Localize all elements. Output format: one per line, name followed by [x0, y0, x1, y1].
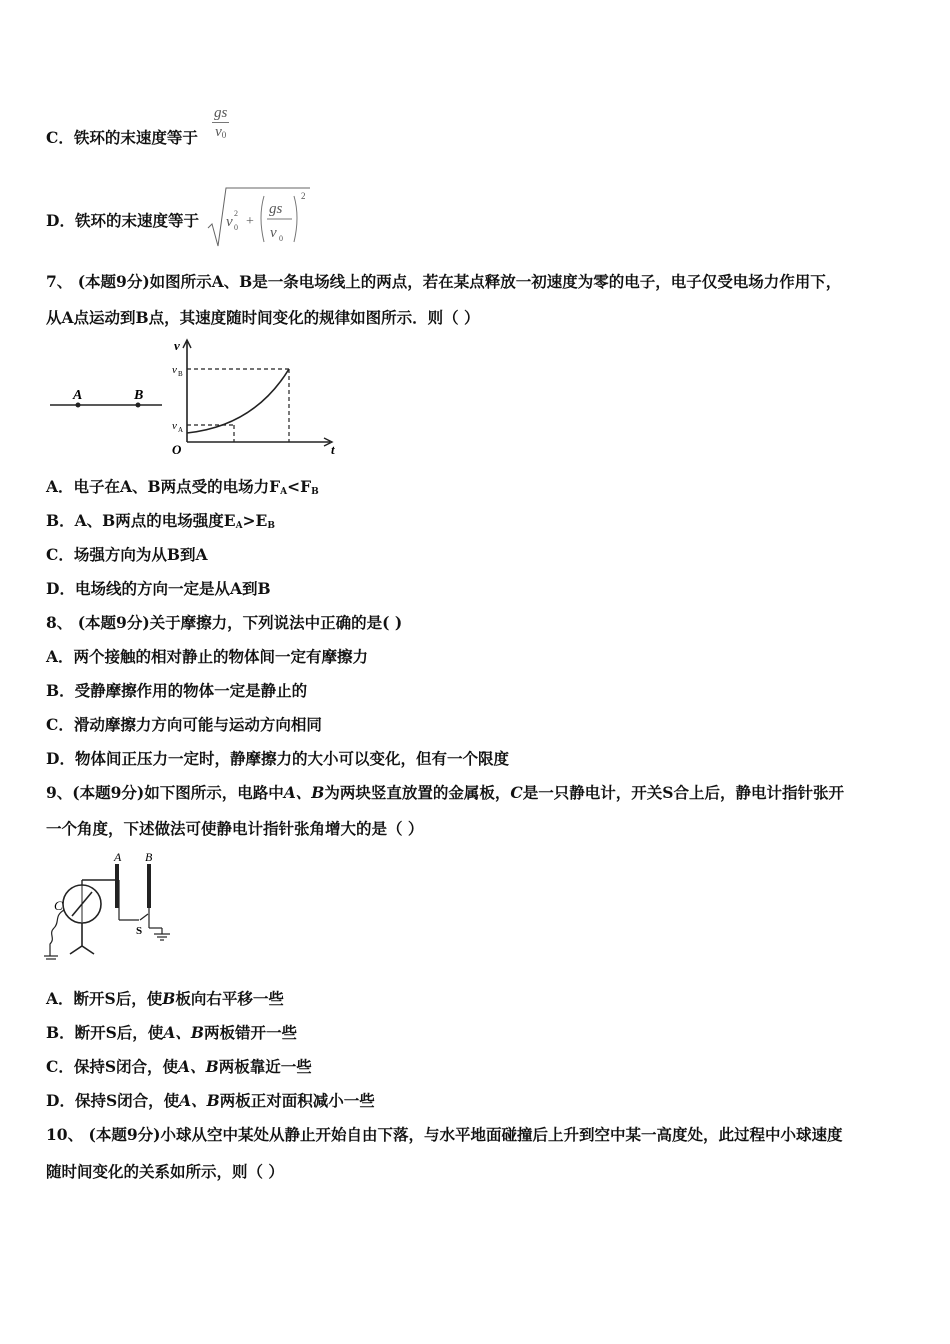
option-post: 两板错开一些	[203, 1023, 297, 1042]
sub-a: A	[280, 487, 288, 497]
point-b-label: B	[134, 388, 144, 403]
option-text: 两个接触的相对静止的物体间一定有摩擦力	[73, 647, 369, 666]
option-post: 板向右平移一些	[175, 989, 284, 1008]
option-pre: 断开S后，使	[73, 989, 163, 1008]
option-pre: 保持S闭合，使	[74, 1091, 180, 1110]
formula-plus: +	[246, 214, 254, 229]
option-label: A．	[46, 477, 74, 496]
q9-option-d	[46, 1091, 375, 1111]
option-text: 铁环的末速度等于	[74, 211, 199, 230]
den-sub: 0	[221, 130, 227, 140]
option-mid: >E	[242, 511, 268, 530]
formula-square: 2	[301, 191, 306, 201]
question-text-b: 为两块竖直放置的金属板，	[324, 783, 511, 802]
question-number: 9、	[46, 783, 73, 802]
option-text: 电子在A、B两点受的电场力F	[73, 477, 281, 496]
option-text: 场强方向为从B到A	[73, 545, 208, 564]
q6-c-fraction	[212, 104, 229, 144]
q7-stem-line2: 从A点运动到B点，其速度随时间变化的规律如图所示．则（ ）	[46, 308, 480, 327]
q6-d-sqrt-formula	[206, 184, 316, 252]
option-label: B．	[46, 1023, 75, 1042]
question-tag: (本题9分)	[88, 1125, 161, 1144]
formula-num: gs	[269, 201, 283, 217]
q10-stem-line1	[46, 1125, 842, 1145]
q9-option-b	[46, 1023, 297, 1043]
q8-stem	[46, 613, 402, 633]
q6-option-c	[46, 128, 198, 148]
question-text-c-em: C	[510, 783, 523, 802]
question-tag: (本题9分)	[77, 272, 150, 291]
question-text-ab: A、B	[283, 783, 325, 802]
option-text: A、B两点的电场强度E	[74, 511, 236, 530]
plate-b-label: B	[145, 850, 153, 864]
option-mid: <F	[287, 477, 312, 496]
option-post: 两板靠近一些	[218, 1057, 312, 1076]
point-a-label: A	[73, 388, 83, 403]
option-em: A、B	[163, 1023, 204, 1042]
question-text: 如图所示A、B是一条电场线上的两点，若在某点释放一初速度为零的电子，电子仅受电场力作用下，	[149, 272, 842, 291]
option-label: A．	[46, 647, 74, 666]
den-v: v	[215, 124, 222, 140]
axis-v-label: v	[174, 338, 180, 353]
switch-s-label: S	[136, 925, 143, 937]
option-text: 电场线的方向一定是从A到B	[74, 579, 271, 598]
option-label: C．	[46, 1057, 74, 1076]
question-number: 8、	[46, 613, 73, 632]
meter-c-label: C	[54, 898, 63, 913]
q8-option-c	[46, 715, 322, 735]
q7-option-b	[46, 511, 275, 536]
q7-option-d	[46, 579, 271, 599]
option-text: 受静摩擦作用的物体一定是静止的	[74, 681, 308, 700]
q10-stem-line2: 随时间变化的关系如所示，则（ ）	[46, 1162, 284, 1181]
option-label: C．	[46, 715, 74, 734]
option-text: 滑动摩擦力方向可能与运动方向相同	[73, 715, 322, 734]
option-label: D．	[46, 579, 75, 598]
sub-b: B	[311, 487, 319, 497]
question-number: 7、	[46, 272, 73, 291]
q7-figure	[44, 336, 344, 460]
q9-stem-line2: 一个角度，下述做法可使静电计指针张角增大的是（ ）	[46, 819, 424, 838]
formula-v: v	[226, 214, 233, 230]
option-label: C．	[46, 545, 74, 564]
option-em: A、B	[179, 1091, 220, 1110]
q9-stem-line1	[46, 783, 844, 803]
q8-option-b	[46, 681, 307, 701]
option-em: B	[162, 989, 176, 1008]
option-text: 铁环的末速度等于	[73, 128, 198, 147]
option-label: B．	[46, 511, 75, 530]
option-pre: 保持S闭合，使	[73, 1057, 179, 1076]
axis-t-label: t	[331, 442, 335, 457]
formula-v-sup: 2	[234, 209, 238, 218]
vb-sub: B	[178, 370, 183, 378]
option-label: D．	[46, 1091, 75, 1110]
question-tag: (本题9分)	[77, 613, 150, 632]
question-tag: (本题9分)	[72, 783, 145, 802]
option-em: A、B	[178, 1057, 219, 1076]
question-text-c: 是一只静电计，开关S合上后，静电计指针张开	[522, 783, 844, 802]
option-pre: 断开S后，使	[74, 1023, 164, 1042]
origin-label: O	[172, 442, 182, 457]
vb-label: v	[172, 364, 177, 376]
sub-b: B	[267, 521, 275, 531]
question-text: 小球从空中某处从静止开始自由下落，与水平地面碰撞后上升到空中某一高度处，此过程中小球速度	[160, 1125, 843, 1144]
option-label: D．	[46, 749, 75, 768]
option-label: C．	[46, 128, 74, 147]
q9-option-a	[46, 989, 284, 1009]
q8-option-d	[46, 749, 509, 769]
option-label: B．	[46, 681, 75, 700]
option-text: 物体间正压力一定时，静摩擦力的大小可以变化，但有一个限度	[74, 749, 509, 768]
q7-stem-line1	[46, 272, 841, 292]
option-post: 两板正对面积减小一些	[219, 1091, 375, 1110]
sub-a: A	[235, 521, 243, 531]
q6-option-d	[46, 211, 199, 231]
q9-option-c	[46, 1057, 312, 1077]
formula-den-sub: 0	[279, 234, 283, 243]
question-text: 关于摩擦力，下列说法中正确的是( )	[149, 613, 403, 632]
q7-option-c	[46, 545, 207, 565]
formula-den: v	[270, 225, 277, 241]
option-label: D．	[46, 211, 75, 230]
va-sub: A	[178, 426, 184, 434]
q9-figure	[44, 848, 184, 970]
formula-v-sub: 0	[234, 223, 238, 232]
fraction-numerator: gs	[214, 105, 228, 121]
question-text-a: 如下图所示，电路中	[144, 783, 284, 802]
option-label: A．	[46, 989, 74, 1008]
plate-a-label: A	[114, 850, 122, 864]
va-label: v	[172, 420, 177, 432]
question-number: 10、	[46, 1125, 84, 1144]
q7-option-a	[46, 477, 319, 502]
q8-option-a	[46, 647, 368, 667]
fraction-denominator	[212, 123, 229, 144]
